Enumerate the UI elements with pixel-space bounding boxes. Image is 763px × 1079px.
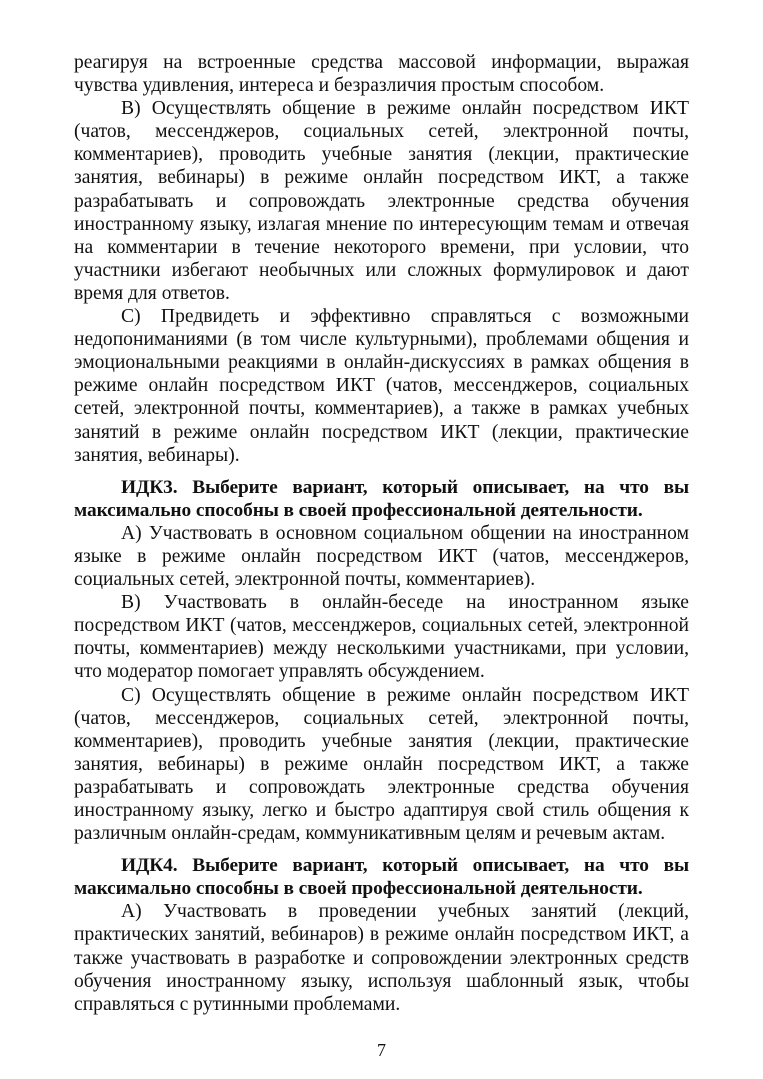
section2-option-b-paragraph: В) Осуществлять общение в режиме онлайн посредством ИКТ (чатов, мессенджеров, социальных сетей, электронной почты, комментариев), проводить учебные занятия (лекции, практические занятия, вебинары) в режиме онлайн посредством ИКТ, а также разрабатывать и сопровождать электронные средства обучения иностранному языку, излагая мнение по интересующим темам и отвечая на комментарии в течение некоторого времени, при условии, что участники избегают необычных или сложных формулировок и дают время для ответов. xyxy=(74,98,689,304)
idk4-heading: ИДК4. Выберите вариант, который описывает, на что вы максимально способны в своей профессиональной деятельности. xyxy=(74,855,689,900)
idk3-option-a-paragraph: А) Участвовать в основном социальном общении на иностранном языке в режиме онлайн посредством ИКТ (чатов, мессенджеров, социальных сетей, электронной почты, комментариев). xyxy=(74,522,689,591)
idk4-option-a-paragraph: А) Участвовать в проведении учебных занятий (лекций, практических занятий, вебинаров) в режиме онлайн посредством ИКТ, а также участвовать в разработке и сопровождении электронных средств обучения иностранному языку, используя шаблонный язык, чтобы справляться с рутинными проблемами. xyxy=(74,901,689,1015)
idk3-option-c-paragraph: С) Осуществлять общение в режиме онлайн посредством ИКТ (чатов, мессенджеров, социальных сетей, электронной почты, комментариев), проводить учебные занятия (лекции, практические занятия, вебинары) в режиме онлайн посредством ИКТ, а также разрабатывать и сопровождать электронные средства обучения иностранному языку, легко и быстро адаптируя свой стиль общения к различным онлайн-средам, коммуникативным целям и речевым актам. xyxy=(74,684,689,845)
idk3-option-b-paragraph: В) Участвовать в онлайн-беседе на иностранном языке посредством ИКТ (чатов, мессенджеров, социальных сетей, электронной почты, комментариев) между несколькими участниками, при условии, что модератор помогает управлять обсуждением. xyxy=(74,592,689,683)
idk3-heading: ИДК3. Выберите вариант, который описывает, на что вы максимально способны в своей профессиональной деятельности. xyxy=(74,476,689,521)
page-number: 7 xyxy=(377,1040,386,1060)
section2-option-c-paragraph: С) Предвидеть и эффективно справляться с возможными недопониманиями (в том числе культурными), проблемами общения и эмоциональными реакциями в онлайн-дискуссиях в рамках общения в режиме онлайн посредством ИКТ (чатов, мессенджеров, социальных сетей, электронной почты, комментариев), а также в рамках учебных занятий в режиме онлайн посредством ИКТ (лекции, практические занятия, вебинары). xyxy=(74,306,689,466)
document-page xyxy=(74,51,689,1016)
intro-continuation-paragraph: реагируя на встроенные средства массовой информации, выражая чувства удивления, интереса и безразличия простым способом. xyxy=(74,52,689,97)
